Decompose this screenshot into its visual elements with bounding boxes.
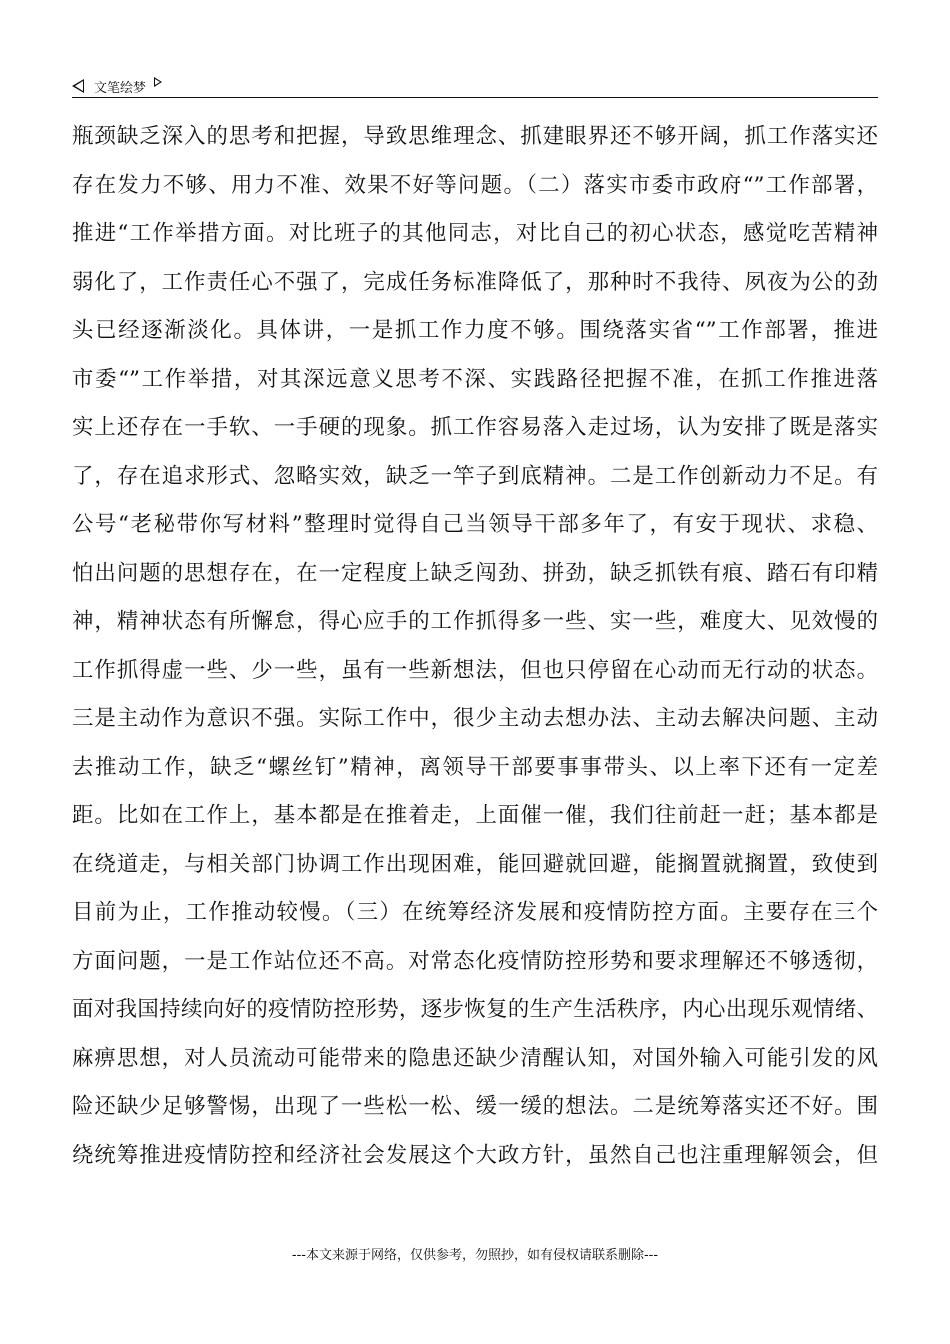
text-line: 险还缺少足够警惕，出现了一些松一松、缓一缓的想法。二是统筹落实还不好。围 <box>72 1094 878 1119</box>
text-line: 面对我国持续向好的疫情防控形势，逐步恢复的生产生活秩序，内心出现乐观情绪、 <box>72 997 878 1022</box>
right-triangle-icon <box>154 77 162 87</box>
text-line: 头已经逐渐淡化。具体讲，一是抓工作力度不够。围绕落实省“”工作部署，推进 <box>72 318 878 343</box>
text-line: 公号“老秘带你写材料”整理时觉得自己当领导干部多年了，有安于现状、求稳、 <box>72 512 878 537</box>
page-footer: ---本文来源于网络，仅供参考，勿照抄，如有侵权请联系删除--- <box>291 1248 659 1263</box>
text-line: 工作抓得虚一些、少一些，虽有一些新想法，但也只停留在心动而无行动的状态。 <box>72 657 878 683</box>
text-line: 在绕道走，与相关部门协调工作出现困难，能回避就回避，能搁置就搁置，致使到 <box>72 851 878 877</box>
document-body <box>72 113 878 1180</box>
text-line: 怕出问题的思想存在，在一定程度上缺乏闯劲、拼劲，缺乏抓铁有痕、踏石有印精 <box>72 560 878 586</box>
text-line: 实上还存在一手软、一手硬的现象。抓工作容易落入走过场，认为安排了既是落实 <box>72 415 878 440</box>
left-triangle-icon <box>72 79 84 93</box>
text-line: 市委“”工作举措，对其深远意义思考不深、实践路径把握不准，在抓工作推进落 <box>72 366 878 392</box>
text-line: 神，精神状态有所懈怠，得心应手的工作抓得多一些、实一些，难度大、见效慢的 <box>72 609 878 634</box>
text-line: 了，存在追求形式、忽略实效，缺乏一竿子到底精神。二是工作创新动力不足。有 <box>72 463 878 489</box>
text-line: 瓶颈缺乏深入的思考和把握，导致思维理念、抓建眼界还不够开阔，抓工作落实还 <box>72 124 878 149</box>
page-header <box>72 74 878 98</box>
header-divider <box>72 97 878 98</box>
text-line: 绕统筹推进疫情防控和经济社会发展这个大政方针，虽然自己也注重理解领会，但 <box>72 1142 878 1168</box>
text-line: 三是主动作为意识不强。实际工作中，很少主动去想办法、主动去解决问题、主动 <box>72 706 878 731</box>
text-line: 去推动工作，缺乏“螺丝钉”精神，离领导干部要事事带头、以上率下还有一定差 <box>72 754 878 780</box>
text-line: 麻痹思想，对人员流动可能带来的隐患还缺少清醒认知，对国外输入可能引发的风 <box>72 1045 878 1071</box>
text-line: 存在发力不够、用力不准、效果不好等问题。（二）落实市委市政府“”工作部署， <box>72 172 878 198</box>
text-line: 目前为止，工作推动较慢。（三）在统筹经济发展和疫情防控方面。主要存在三个 <box>72 900 878 925</box>
text-line: 推进“工作举措方面。对比班子的其他同志，对比自己的初心状态，感觉吃苦精神 <box>72 221 878 246</box>
text-line: 距。比如在工作上，基本都是在推着走，上面催一催，我们往前赶一赶；基本都是 <box>72 803 878 828</box>
text-line: 方面问题，一是工作站位还不高。对常态化疫情防控形势和要求理解还不够透彻， <box>72 948 878 974</box>
header-title: 文笔绘梦 <box>94 80 147 96</box>
text-line: 弱化了，工作责任心不强了，完成任务标准降低了，那种时不我待、夙夜为公的劲 <box>72 269 878 295</box>
